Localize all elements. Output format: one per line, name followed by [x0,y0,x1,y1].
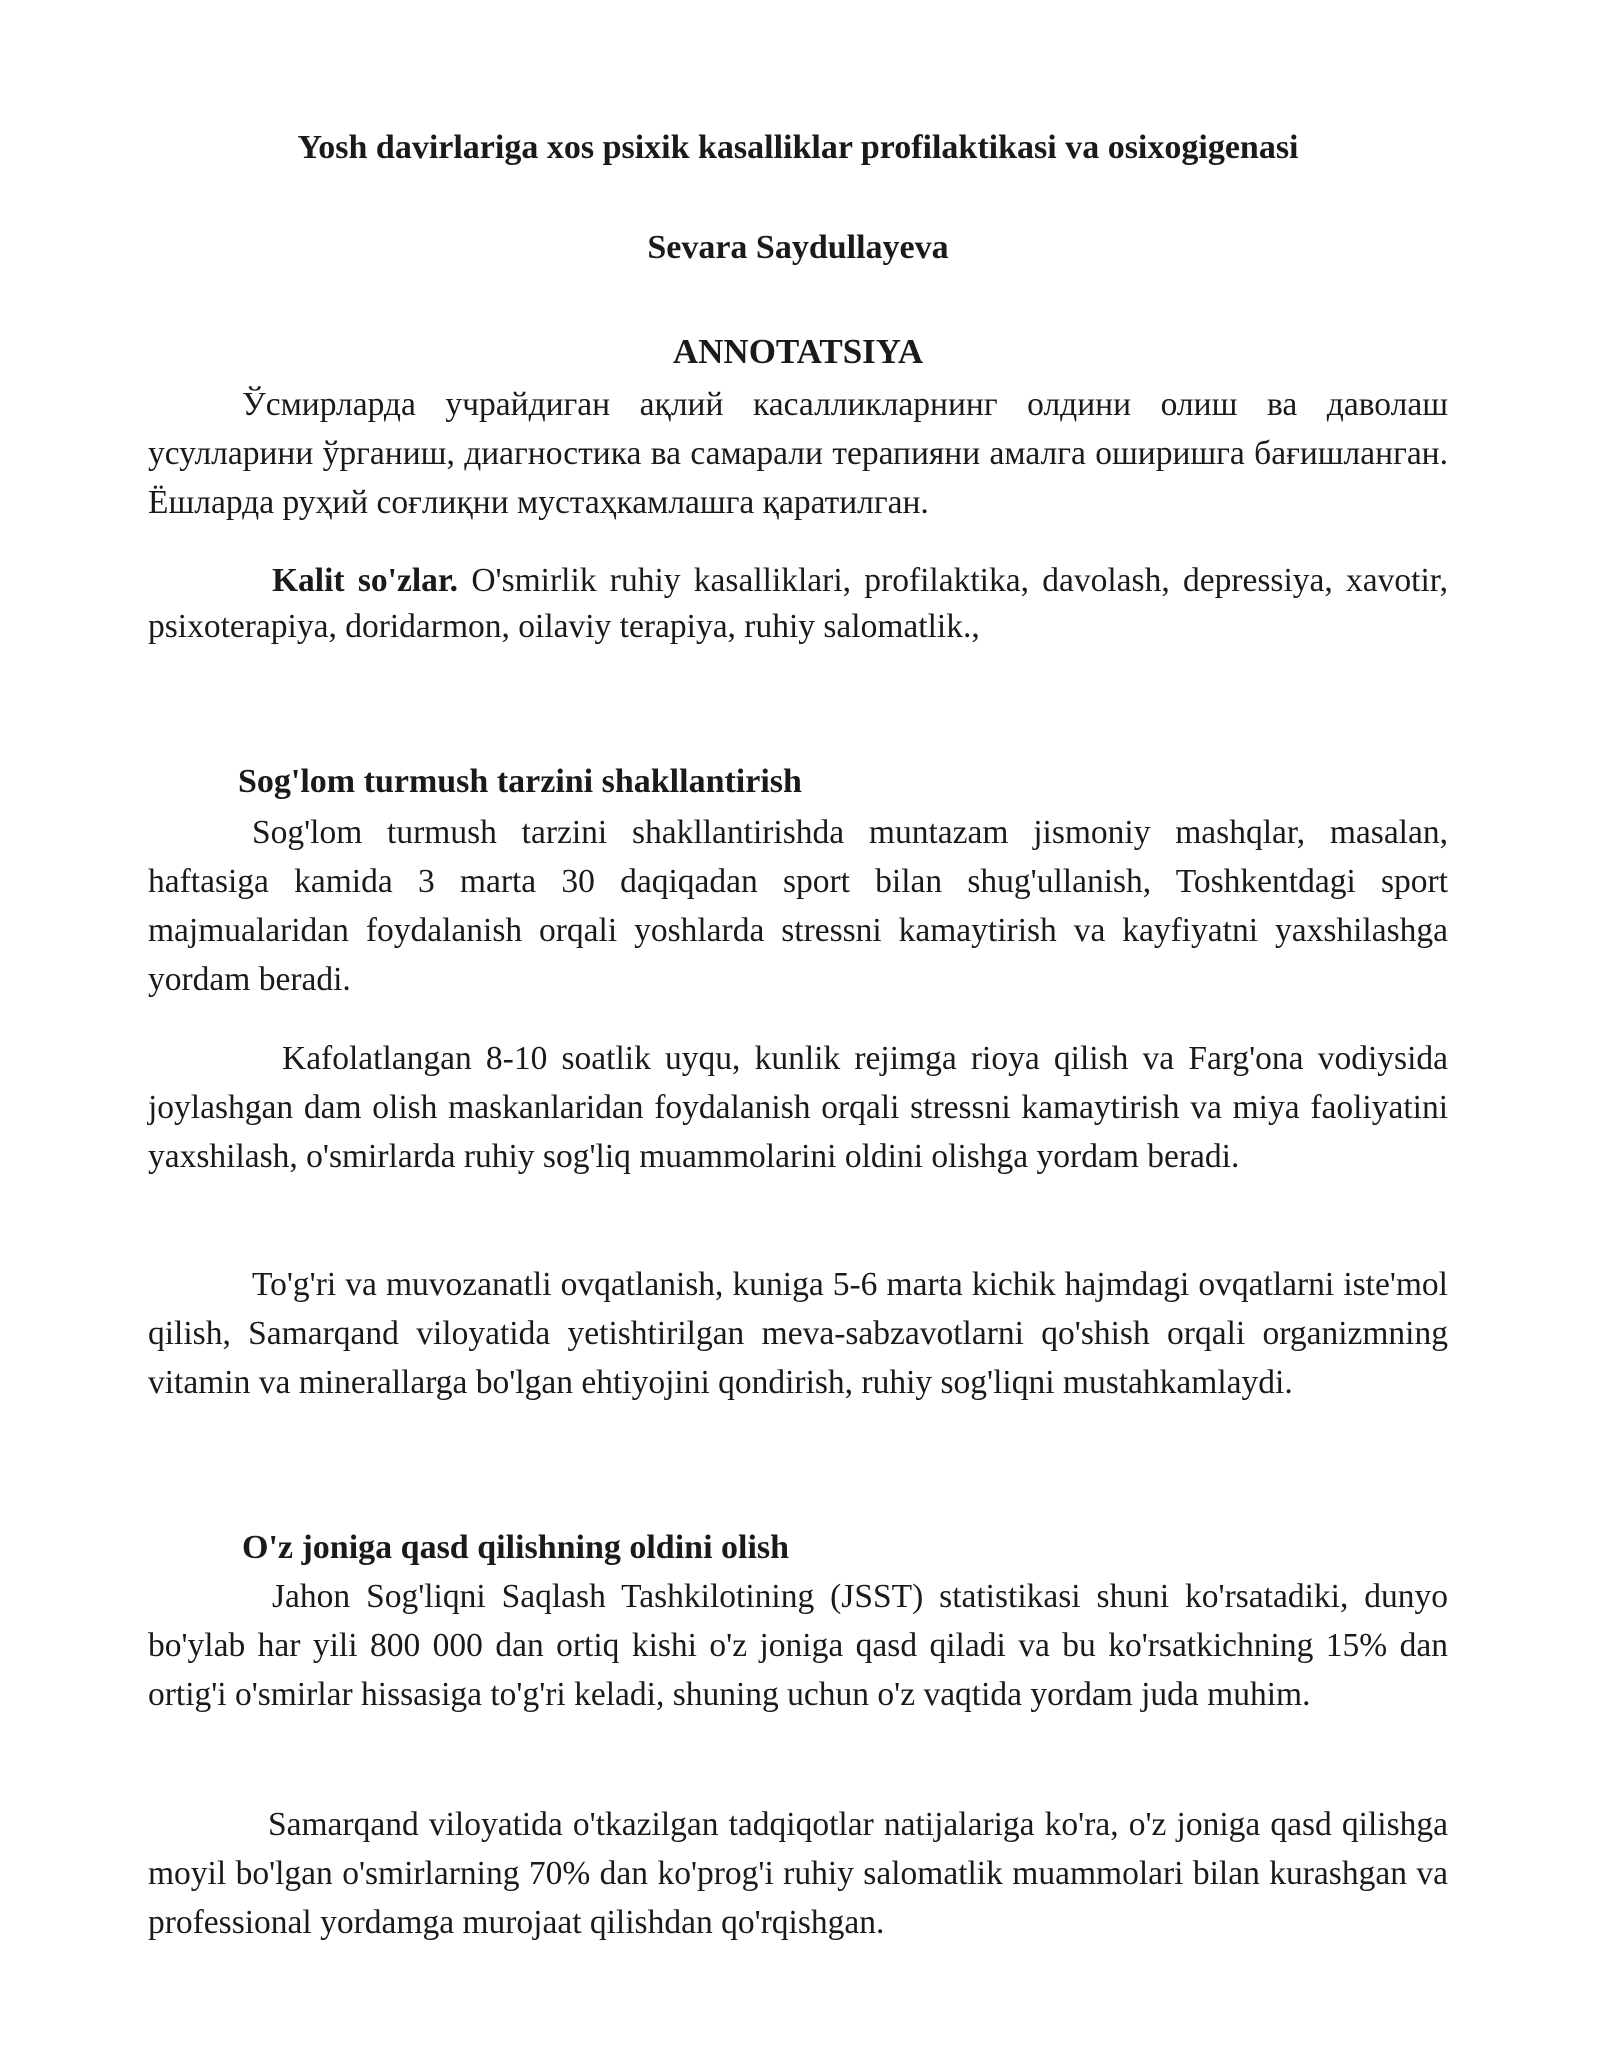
section-heading-healthy-lifestyle: Sog'lom turmush tarzini shakllantirish [238,763,802,800]
section-1-paragraph-1: Sog'lom turmush tarzini shakllantirishda muntazam jismoniy mashqlar, masalan, haftasiga kamida 3 marta 30 daqiqadan sport bilan shug'ullanish, Toshkentdagi sport majmualaridan foydalanish orqali yoshlarda stressni kamaytirish va kayfiyatni yaxshilashga yordam beradi. [148,814,1448,998]
section-2-paragraph-2: Samarqand viloyatida o'tkazilgan tadqiqotlar natijalariga ko'ra, o'z joniga qasd qilishga moyil bo'lgan o'smirlarning 70% dan ko'prog'i ruhiy salomatlik muammolari bilan kurashgan va professional yordamga murojaat qilishdan qo'rqishgan. [148,1806,1448,1941]
section-1-paragraph-3: To'g'ri va muvozanatli ovqatlanish, kuniga 5-6 marta kichik hajmdagi ovqatlarni iste'mol qilish, Samarqand viloyatida yetishtirilgan meva-sabzavotlarni qo'shish orqali organizmning vitamin va minerallarga bo'lgan ehtiyojini qondirish, ruhiy sog'liqni mustahkamlaydi. [148,1266,1448,1401]
section-2-paragraph-1: Jahon Sog'liqni Saqlash Tashkilotining (JSST) statistikasi shuni ko'rsatadiki, dunyo bo'ylab har yili 800 000 dan ortiq kishi o'z joniga qasd qiladi va bu ko'rsatkichning 15% dan ortig'i o'smirlar hissasiga to'g'ri keladi, shuning uchun o'z vaqtida yordam juda muhim. [148,1578,1448,1713]
keywords-label: Kalit so'zlar. [272,562,459,599]
keywords-paragraph [148,558,1448,650]
document-title: Yosh davirlariga xos psixik kasalliklar profilaktikasi va osixogigenasi [297,129,1299,166]
section-heading-suicide-prevention: O'z joniga qasd qilishning oldini olish [242,1529,790,1566]
document-author: Sevara Saydullayeva [647,229,949,266]
keywords-text: O'smirlik ruhiy kasalliklari, profilaktika, davolash, depressiya, xavotir, psixoterapiya, doridarmon, oilaviy terapiya, ruhiy salomatlik., [148,562,1448,645]
abstract-text: Ўсмирларда учрайдиган ақлий касалликларнинг олдини олиш ва даволаш усулларини ўрганиш, диагностика ва самарали терапияни амалга оширишга бағишланган. Ёшларда руҳий соғлиқни мустаҳкамлашга қаратилган. [148,386,1448,521]
abstract-heading: ANNOTATSIYA [672,332,924,371]
section-1-paragraph-2: Kafolatlangan 8-10 soatlik uyqu, kunlik rejimga rioya qilish va Farg'ona vodiysida joylashgan dam olish maskanlaridan foydalanish orqali stressni kamaytirish va miya faoliyatini yaxshilash, o'smirlarda ruhiy sog'liq muammolarini oldini olishga yordam beradi. [148,1040,1448,1175]
